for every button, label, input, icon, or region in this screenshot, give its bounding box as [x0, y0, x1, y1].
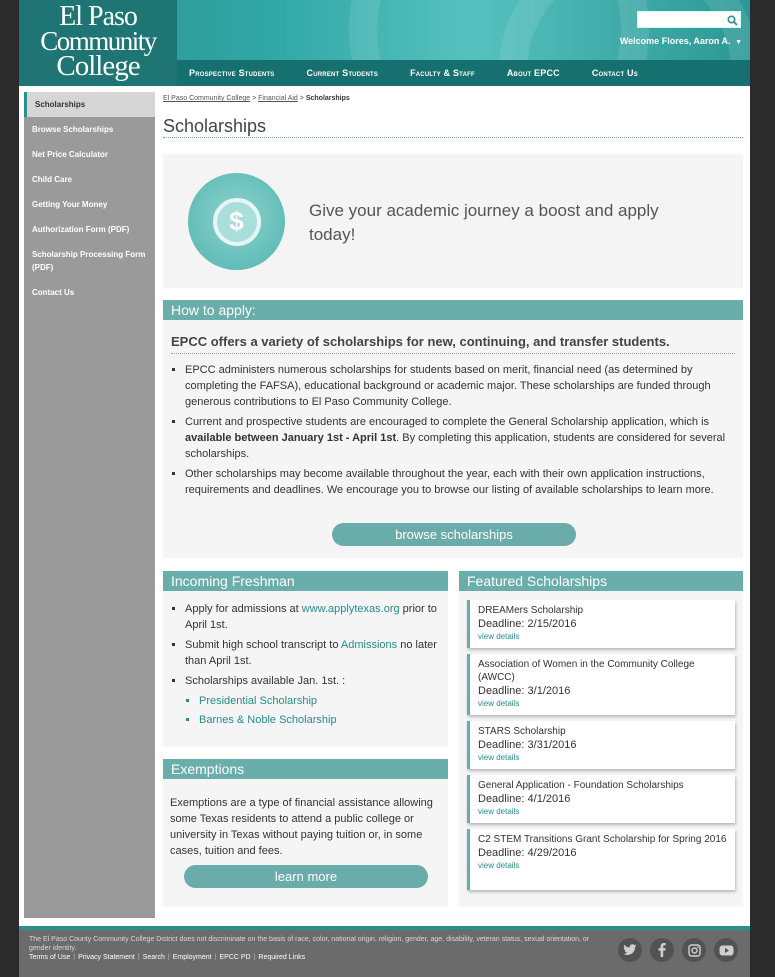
scholarship-deadline: Deadline: 3/31/2016: [478, 739, 577, 751]
list-text: prior to April 1st.: [185, 603, 437, 631]
footer-separator: |: [73, 954, 76, 961]
applytexas-link[interactable]: www.applytexas.org: [301, 603, 400, 615]
sidebar-item-scholarships[interactable]: Scholarships: [24, 92, 155, 117]
hero-text: Give your academic journey a boost and apply today!: [309, 201, 659, 244]
social-links: [610, 938, 738, 962]
page-title: Scholarships: [163, 106, 743, 138]
section-heading: Incoming Freshman: [163, 571, 448, 591]
sidebar-item-getting-your-money[interactable]: Getting Your Money: [32, 200, 108, 209]
list-item: [185, 673, 440, 728]
search-input[interactable]: [637, 11, 741, 28]
footer-link-terms[interactable]: Terms of Use: [29, 954, 71, 961]
featured-scholarships-section: [459, 571, 743, 907]
footer-separator: |: [137, 954, 140, 961]
footer-link-employment[interactable]: Employment: [172, 954, 212, 961]
how-to-list: [185, 362, 727, 498]
site-header: [19, 0, 750, 86]
search-icon[interactable]: [725, 13, 739, 27]
breadcrumb-financial-aid-link[interactable]: Financial Aid: [258, 95, 298, 102]
list-text: no later than April 1st.: [185, 639, 437, 667]
footer-separator: |: [214, 954, 217, 961]
nav-prospective-students[interactable]: Prospective Students: [189, 68, 275, 78]
footer-link-required-links[interactable]: Required Links: [258, 954, 306, 961]
admissions-link[interactable]: Admissions: [340, 639, 398, 651]
featured-card: [467, 775, 735, 823]
list-item: [185, 637, 440, 669]
scholarship-name: DREAMers Scholarship: [478, 605, 584, 616]
barnes-noble-scholarship-link[interactable]: ▪ Barnes & Noble Scholarship: [199, 712, 440, 728]
list-text: Current and prospective students are encouraged to complete the General Scholarship application, which is: [185, 416, 710, 428]
page-shell: [19, 0, 750, 977]
footer-link-privacy[interactable]: Privacy Statement: [78, 954, 135, 961]
sidebar-item-browse-scholarships[interactable]: Browse Scholarships: [32, 125, 114, 134]
sidebar-item-net-price-calculator[interactable]: Net Price Calculator: [32, 150, 109, 159]
section-heading: Featured Scholarships: [459, 571, 743, 591]
view-details-link[interactable]: view details: [478, 753, 520, 762]
list-item: [185, 414, 727, 462]
footer-separator: |: [253, 954, 256, 961]
instagram-icon[interactable]: [682, 938, 706, 962]
main-nav: [177, 60, 750, 86]
section-heading: How to apply:: [163, 300, 743, 320]
featured-card: [467, 654, 735, 715]
list-text: . By completing this application, students are considered for several scholarships.: [185, 432, 726, 460]
youtube-icon[interactable]: [714, 938, 738, 962]
list-item: [185, 601, 440, 633]
section-heading: Exemptions: [163, 759, 448, 779]
scholarship-name: General Application - Foundation Scholarships: [478, 780, 684, 791]
featured-card: [467, 829, 735, 890]
freshman-list: [185, 601, 440, 728]
logo-line: Community: [40, 26, 156, 56]
facebook-icon[interactable]: [650, 938, 674, 962]
application-window: available between January 1st - April 1st: [185, 432, 397, 444]
sidebar-item-contact-us[interactable]: Contact Us: [32, 288, 75, 297]
footer-link-search[interactable]: Search: [142, 954, 165, 961]
list-text: Scholarships available Jan. 1st. :: [185, 675, 346, 687]
exemptions-text: Exemptions are a type of financial assistance allowing some Texas residents to attend a public college or university in Texas without paying tuition or, in some cases, tuition and fees.: [170, 797, 433, 857]
logo-line: College: [56, 50, 140, 82]
view-details-link[interactable]: view details: [478, 861, 520, 870]
logo-line: El Paso: [59, 1, 137, 32]
sidebar: [24, 92, 155, 918]
nondiscrimination-notice: The El Paso County Community College District does not discriminate on the basis of race, color, national origin, religion, gender, age, disability, veteran status, sexual orientation, or gender identity.: [29, 936, 590, 952]
scholarship-name: C2 STEM Transitions Grant Scholarship for Spring 2016: [478, 834, 727, 845]
sidebar-item-authorization-form[interactable]: Authorization Form (PDF): [32, 225, 130, 234]
breadcrumb-separator: >: [297, 95, 306, 102]
list-item: ▪ Other scholarships may become available throughout the year, each with their own application instructions, requirements and deadlines. We encourage you to browse our listing of available scholarships to learn more.: [185, 466, 727, 498]
view-details-link[interactable]: view details: [478, 699, 520, 708]
user-welcome-menu[interactable]: [617, 36, 742, 46]
list-text: Submit high school transcript to: [185, 639, 341, 651]
incoming-freshman-section: [163, 571, 448, 747]
hero-banner: [163, 154, 743, 288]
breadcrumb: [163, 92, 743, 106]
caret-down-icon: ▼: [735, 39, 742, 46]
featured-card: [467, 721, 735, 769]
sidebar-item-child-care[interactable]: Child Care: [32, 175, 73, 184]
scholarship-deadline: Deadline: 3/1/2016: [478, 685, 571, 697]
breadcrumb-home-link[interactable]: El Paso Community College: [163, 95, 251, 102]
footer-links: [29, 954, 305, 961]
breadcrumb-current: Scholarships: [305, 95, 350, 102]
dollar-icon: $: [213, 198, 261, 246]
list-text: Apply for admissions at: [185, 603, 302, 615]
scholarship-deadline: Deadline: 4/1/2016: [478, 793, 571, 805]
nav-faculty-staff[interactable]: Faculty & Staff: [410, 68, 475, 78]
college-logo[interactable]: [25, 1, 171, 82]
nav-current-students[interactable]: Current Students: [306, 68, 379, 78]
list-item: ▪ EPCC administers numerous scholarships for students based on merit, financial need (as determined by completing the FAFSA), educational background or academic major. These scholarships are funded through generous contributions to El Paso Community College.: [185, 362, 727, 410]
how-to-apply-section: [163, 300, 743, 558]
scholarship-deadline: Deadline: 2/15/2016: [478, 618, 577, 630]
sidebar-item-scholarship-processing-form[interactable]: Scholarship Processing Form (PDF): [32, 250, 146, 272]
scholarship-coin-icon: [188, 173, 285, 270]
browse-scholarships-button[interactable]: browse scholarships: [332, 523, 576, 546]
scholarship-sublist: [199, 693, 440, 728]
nav-contact-us[interactable]: Contact Us: [591, 68, 638, 78]
nav-about-epcc[interactable]: About EPCC: [506, 68, 560, 78]
breadcrumb-separator: >: [250, 95, 259, 102]
main-content: [163, 92, 743, 884]
footer-separator: |: [167, 954, 170, 961]
learn-more-button[interactable]: learn more: [184, 865, 428, 888]
presidential-scholarship-link[interactable]: ▪ Presidential Scholarship: [199, 693, 440, 709]
site-footer: [19, 926, 750, 977]
scholarship-name: Association of Women in the Community College (AWCC): [478, 659, 695, 683]
view-details-link[interactable]: view details: [478, 807, 520, 816]
footer-link-epcc-pd[interactable]: EPCC PD: [219, 954, 251, 961]
section-subheading: EPCC offers a variety of scholarships for new, continuing, and transfer students.: [171, 334, 735, 354]
view-details-link[interactable]: view details: [478, 632, 520, 641]
scholarship-deadline: Deadline: 4/29/2016: [478, 847, 577, 859]
exemptions-section: [163, 759, 448, 907]
scholarship-name: STARS Scholarship: [478, 726, 566, 737]
welcome-text: Welcome Flores, Aaron A.: [619, 36, 731, 46]
featured-card: [467, 600, 735, 648]
twitter-icon[interactable]: [618, 938, 642, 962]
